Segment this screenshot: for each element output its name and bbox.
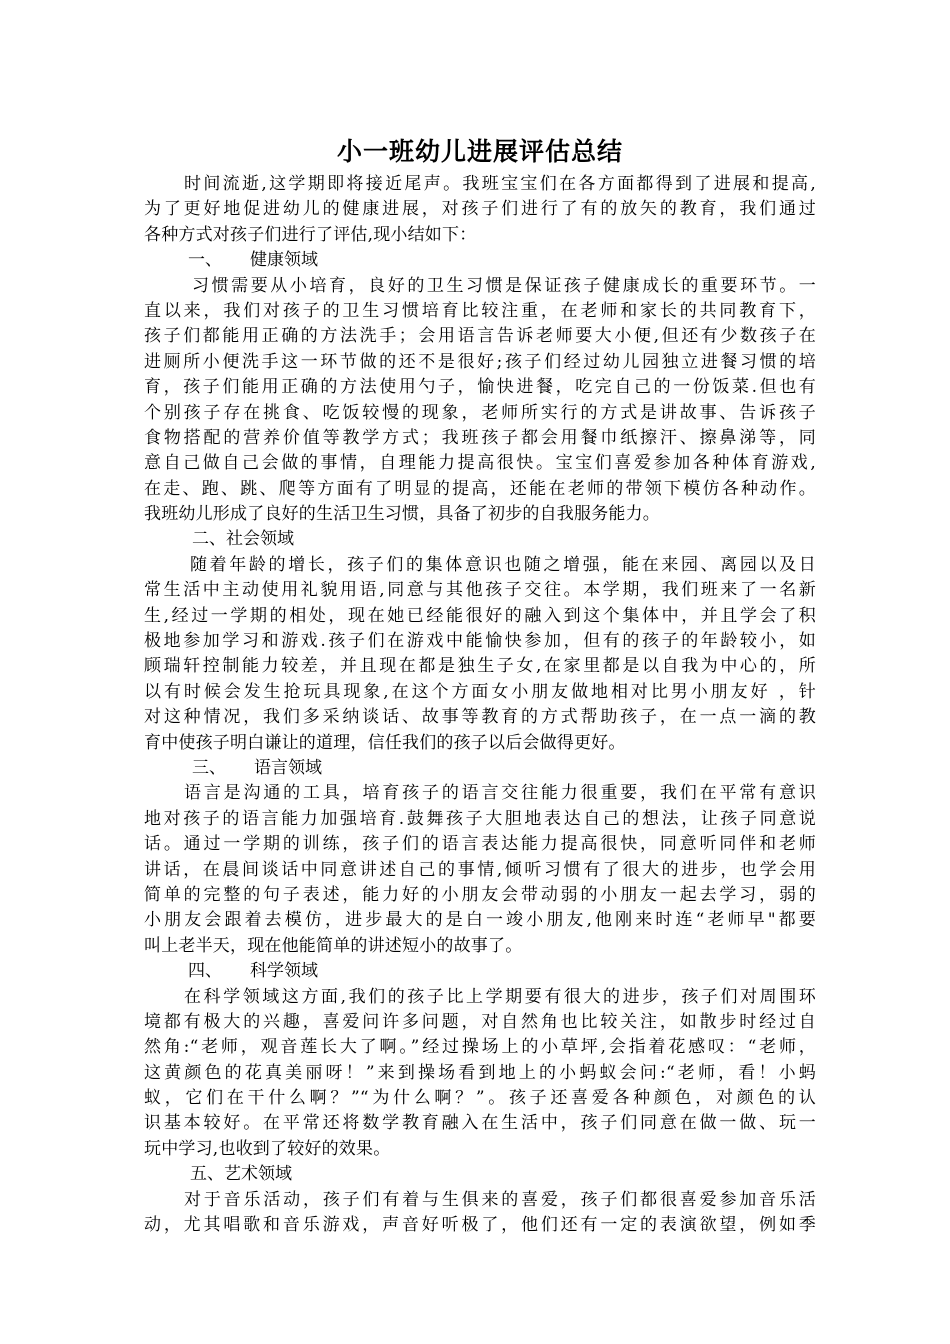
section-heading [144,756,816,781]
paragraph-line: 识基本较好。在平常还将数学教育融入在生活中，孩子们同意在做一做、玩一 [144,1113,816,1134]
paragraph-line: 时间流逝,这学期即将接近尾声。我班宝宝们在各方面都得到了进展和提高, [184,174,816,194]
paragraph [144,553,816,756]
paragraph-line: 蚁，它们在干什么啊？”“为什么啊？”。孩子还喜爱各种颜色，对颜色的认 [144,1088,816,1109]
paragraph-line: 境都有极大的兴趣，喜爱问许多问题，对自然角也比较关注，如散步时经过自 [144,1011,816,1032]
paragraph-line: 随着年龄的增长，孩子们的集体意识也随之增强，能在来园、离园以及日 [190,554,816,575]
paragraph-line: 在走、跑、跳、爬等方面有了明显的提高，还能在老师的带领下模仿各种动作。 [144,478,816,499]
paragraph-line: 讲话，在晨间谈话中同意讲述自己的事情,倾听习惯有了很大的进步，也学会用 [144,859,816,880]
section-label: 语言领域 [254,757,322,778]
document-body [144,172,816,1238]
paragraph-line: 动，尤其唱歌和音乐游戏，声音好听极了，他们还有一定的表演欲望，例如季 [144,1215,816,1236]
document-page [144,134,816,1238]
paragraph-line: 顾瑞轩控制能力较差，并且现在都是独生子女,在家里都是以自我为中心的，所 [144,656,816,677]
section-label: 健康领域 [250,250,318,271]
paragraph-line: 叫上老半天，现在他能简单的讲述短小的故事了。 [144,935,523,956]
section-number: 二、社会领域 [192,529,294,550]
paragraph-line: 进厕所小便洗手这一环节做的还不是很好;孩子们经过幼儿园独立进餐习惯的培 [144,351,816,372]
paragraph-line: 直以来，我们对孩子的卫生习惯培育比较注重，在老师和家长的共同教育下， [144,300,816,321]
paragraph-line: 育，孩子们能用正确的方法使用勺子，愉快进餐，吃完自己的一份饭菜.但也有 [144,377,816,398]
section-number: 四、 [188,961,222,982]
paragraph-line: 玩中学习,也收到了较好的效果。 [144,1138,391,1159]
section-number: 五、艺术领域 [190,1164,292,1185]
paragraph-line: 在科学领域这方面,我们的孩子比上学期要有很大的进步，孩子们对周围环 [184,986,816,1007]
paragraph-line: 育中使孩子明白谦让的道理，信任我们的孩子以后会做得更好。 [144,732,626,753]
paragraph-line: 对于音乐活动，孩子们有着与生俱来的喜爱，孩子们都很喜爱参加音乐活 [184,1189,816,1210]
paragraph-line: 话。通过一学期的训练，孩子们的语言表达能力提高很快，同意听同伴和老师 [144,834,816,855]
section-number: 三、 [192,757,226,778]
paragraph-line: 语言是沟通的工具，培育孩子的语言交往能力很重要，我们在平常有意识 [184,783,816,804]
document-title: 小一班幼儿进展评估总结 [336,137,623,166]
section-heading [144,248,816,273]
paragraph [144,274,816,528]
paragraph-line: 极地参加学习和游戏.孩子们在游戏中能愉快参加，但有的孩子的年龄较小，如 [144,631,816,652]
paragraph-line: 为了更好地促进幼儿的健康进展，对孩子们进行了有的放矢的教育，我们通过 [144,199,816,220]
paragraph [144,1188,816,1239]
paragraph [144,781,816,959]
paragraph-line: 小朋友会跟着去模仿，进步最大的是白一竣小朋友,他刚来时连“老师早"都要 [144,910,816,931]
paragraph-line: 各种方式对孩子们进行了评估,现小结如下： [144,224,477,245]
paragraph [144,985,816,1163]
section-heading [144,959,816,984]
section-label: 科学领域 [250,961,318,982]
section-number: 一、 [188,250,222,271]
section-heading [144,1162,816,1187]
paragraph [144,172,816,248]
paragraph-line: 个别孩子存在挑食、吃饭较慢的现象，老师所实行的方式是讲故事、告诉孩子 [144,402,816,423]
paragraph-line: 我班幼儿形成了良好的生活卫生习惯，具备了初步的自我服务能力。 [144,504,660,525]
paragraph-line: 简单的完整的句子表述，能力好的小朋友会带动弱的小朋友一起去学习，弱的 [144,884,816,905]
paragraph-line: 食物搭配的营养价值等教学方式；我班孩子都会用餐巾纸擦汗、擦鼻涕等，同 [144,427,816,448]
paragraph-line: 以有时候会发生抢玩具现象,在这个方面女小朋友做地相对比男小朋友好 ，针 [144,681,816,702]
paragraph-line: 地对孩子的语言能力加强培育.鼓舞孩子大胆地表达自己的想法，让孩子同意说 [144,808,816,829]
paragraph-line: 然角:“老师，观音莲长大了啊。”经过操场上的小草坪,会指着花感叹：“老师， [144,1037,816,1058]
paragraph-line: 意自己做自己会做的事情，自理能力提高很快。宝宝们喜爱参加各种体育游戏, [144,453,816,474]
paragraph-line: 对这种情况，我们多采纳谈话、故事等教育的方式帮助孩子，在一点一滴的教 [144,707,816,728]
paragraph-line: 习惯需要从小培育，良好的卫生习惯是保证孩子健康成长的重要环节。一 [192,275,816,296]
section-heading [144,527,816,552]
paragraph-line: 常生活中主动使用礼貌用语,同意与其他孩子交往。本学期，我们班来了一名新 [144,580,816,601]
paragraph-line: 这黄颜色的花真美丽呀！”来到操场看到地上的小蚂蚁会问:“老师，看！小蚂 [144,1062,816,1083]
paragraph-line: 生,经过一学期的相处，现在她已经能很好的融入到这个集体中，并且学会了积 [144,605,816,626]
paragraph-line: 孩子们都能用正确的方法洗手；会用语言告诉老师要大小便,但还有少数孩子在 [144,326,816,347]
